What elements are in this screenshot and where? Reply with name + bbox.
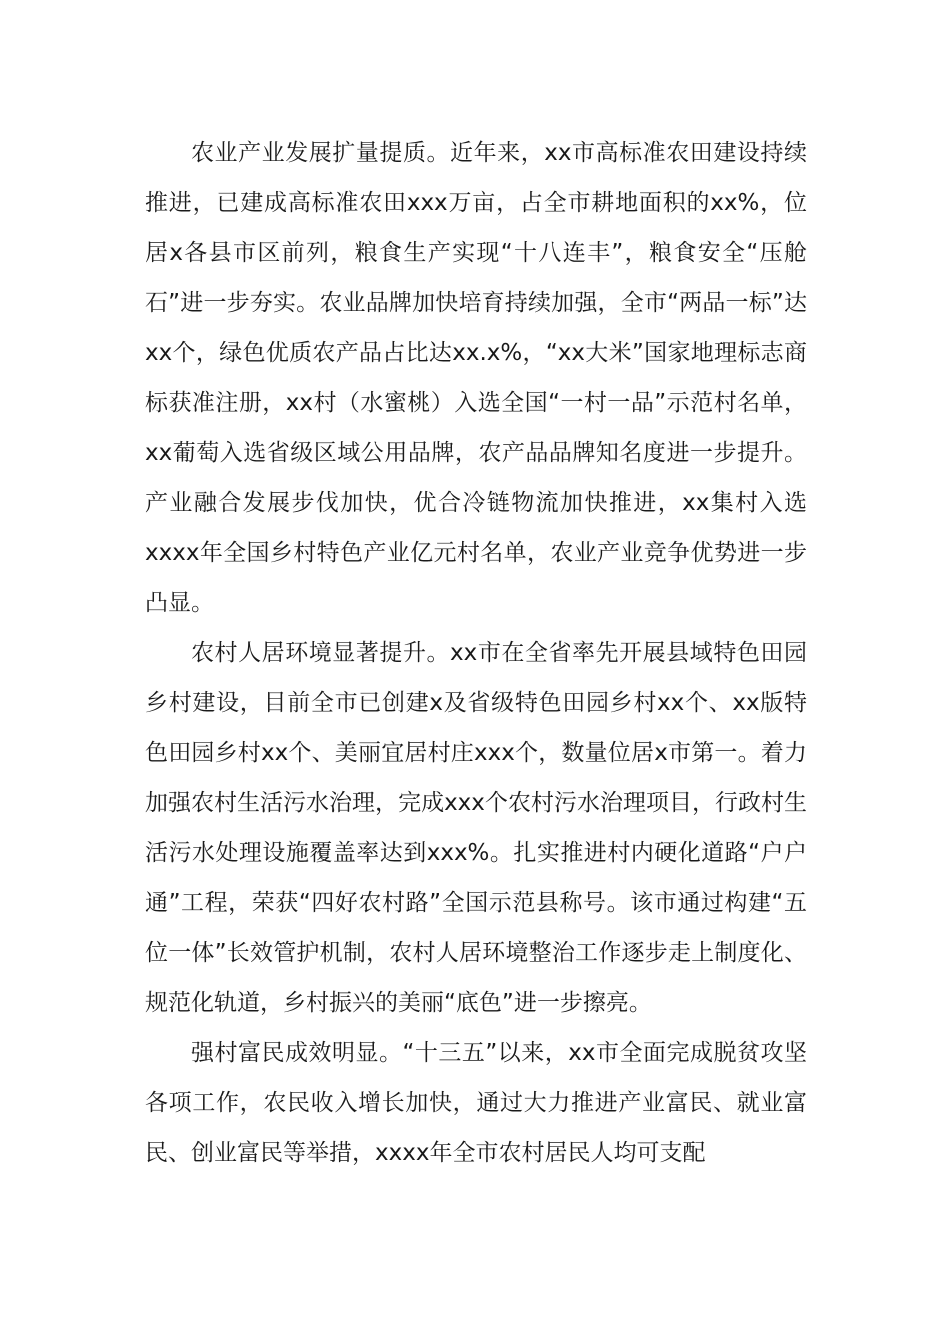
paragraph-rural-environment: 农村人居环境显著提升。xx市在全省率先开展县域特色田园乡村建设，目前全市已创建x及省级特色田园乡村xx个、xx版特色田园乡村xx个、美丽宜居村庄xxx个，数量位居x市第一。着力加强农村生活污水治理，完成xxx个农村污水治理项目，行政村生活污水处理设施覆盖率达到xxx%。扎实推进村内硬化道路“户户通”工程，荣获“四好农村路”全国示范县称号。该市通过构建“五位一体”长效管护机制，农村人居环境整治工作逐步走上制度化、规范化轨道，乡村振兴的美丽“底色”进一步擦亮。 — [145, 640, 807, 1016]
document-body — [145, 128, 807, 1178]
paragraph-village-prosperity: 强村富民成效明显。“十三五”以来，xx市全面完成脱贫攻坚各项工作，农民收入增长加快，通过大力推进产业富民、就业富民、创业富民等举措，xxxx年全市农村居民人均可支配 — [145, 1040, 807, 1166]
paragraph-agriculture-industry: 农业产业发展扩量提质。近年来，xx市高标准农田建设持续推进，已建成高标准农田xxx万亩，占全市耕地面积的xx%，位居x各县市区前列，粮食生产实现“十八连丰”，粮食安全“压舱石”进一步夯实。农业品牌加快培育持续加强，全市“两品一标”达xx个，绿色优质农产品占比达xx.x%，“xx大米”国家地理标志商标获准注册，xx村（水蜜桃）入选全国“一村一品”示范村名单，xx葡萄入选省级区域公用品牌，农产品品牌知名度进一步提升。产业融合发展步伐加快，优合冷链物流加快推进，xx集村入选xxxx年全国乡村特色产业亿元村名单，农业产业竞争优势进一步凸显。 — [145, 140, 807, 616]
